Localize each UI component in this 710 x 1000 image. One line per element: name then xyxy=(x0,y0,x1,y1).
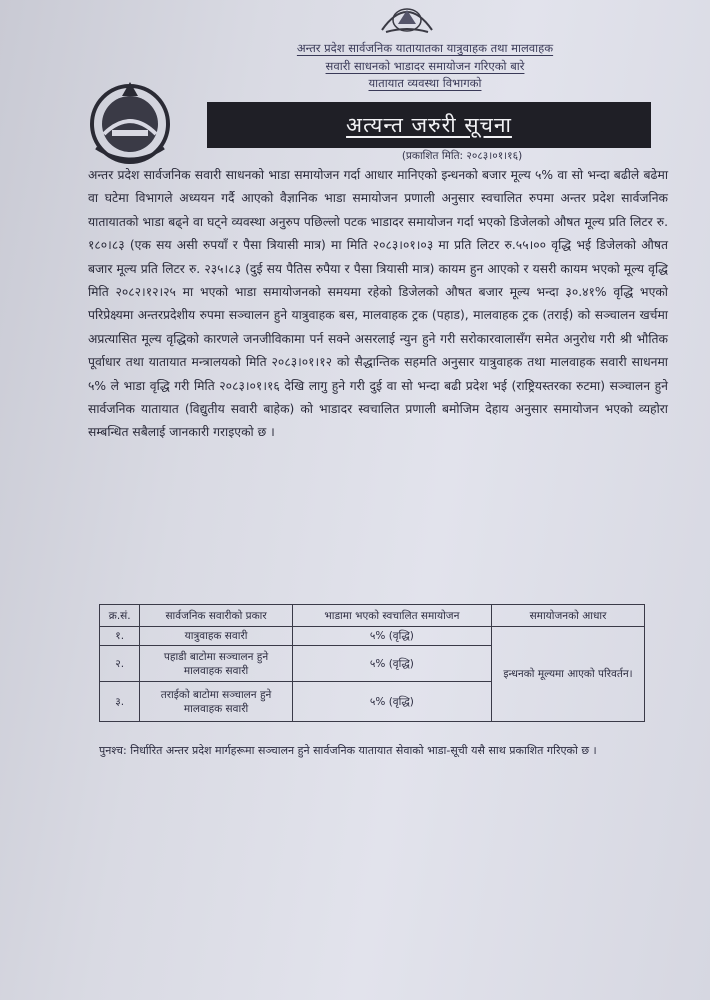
col-header-basis: समायोजनको आधार xyxy=(492,605,645,627)
postscript-note: पुनश्च: निर्धारित अन्तर प्रदेश मार्गहरूमा सञ्चालन हुने सार्वजनिक यातायात सेवाको भाडा-सूची यसै साथ प्रकाशित गरिएको छ । xyxy=(99,744,597,757)
publish-date: (प्रकाशित मिति: २०८३।०१।१६) xyxy=(401,150,523,162)
cell-adjustment: ५% (वृद्धि) xyxy=(292,682,491,722)
cell-vehicle-type: यात्रुवाहक सवारी xyxy=(140,627,292,646)
department-emblem-icon xyxy=(82,78,178,164)
urgent-notice-title xyxy=(207,102,651,148)
header-line-3: यातायात व्यवस्था विभागको xyxy=(368,76,482,90)
notice-header xyxy=(230,40,620,93)
header-line-2: सवारी साधनको भाडादर समायोजन गरिएको बारे xyxy=(325,58,525,73)
table-row xyxy=(100,627,645,646)
cell-adjustment: ५% (वृद्धि) xyxy=(292,646,491,682)
col-header-vehicle-type: सार्वजनिक सवारीको प्रकार xyxy=(140,605,292,627)
cell-sn: १. xyxy=(100,627,140,646)
col-header-adjustment: भाडामा भएको स्वचालित समायोजन xyxy=(292,605,491,627)
table-header-row xyxy=(100,605,645,627)
fare-adjustment-table xyxy=(99,604,645,722)
title-text: अत्यन्त जरुरी सूचना xyxy=(346,113,512,137)
cell-sn: ३. xyxy=(100,682,140,722)
notice-body: अन्तर प्रदेश सार्वजनिक सवारी साधनको भाडा समायोजन गर्दा आधार मानिएको इन्धनको बजार मूल्य ५% वा सो भन्दा बढीले बढेमा वा घटेमा विभागले अध्ययन गर्दै आएको वैज्ञानिक भाडा समायोजन प्रणाली अनुसार स्वचालित रुपमा अन्तर प्रदेश सार्वजनिक यातायातको भाडा बढ्ने वा घट्ने व्यवस्था अनुरुप पछिल्लो पटक भाडादर समायोजन गर्दा भएको डिजेलको औषत मूल्य प्रति लिटर रु. १८०।८३ (एक सय असी रुपयाँ र पैसा त्रियासी मात्र) मा मिति २०८३।०१।०३ मा प्रति लिटर रु.५५।०० वृद्धि भई डिजेलको औषत बजार मूल्य प्रति लिटर रु. २३५।८३ (दुई सय पैतिस रुपैया र पैसा त्रियासी मात्र) कायम हुन आएको र यसरी कायम भएको मूल्य वृद्धि मिति २०८२।१२।२५ मा भएको भाडा समायोजनको समयमा रहेको डिजेलको औषत बजार मूल्य भन्दा ३०.४१% वृद्धि भएको परिप्रेक्ष्यमा अन्तरप्रदेशीय रुपमा सञ्चालन हुने यात्रुवाहक बस, मालवाहक ट्रक (पहाड), मालवाहक ट्रक (तराई) को सञ्चालन खर्चमा अप्रत्यासित मूल्य वृद्धिको कारणले जनजीविकामा पर्न सक्ने असरलाई न्युन हुने गरी सरोकारवालासँग समेत अनुरोध गरी श्री भौतिक पूर्वाधार तथा यातायात मन्त्रालयको मिति २०८३।०१।१२ को सैद्धान्तिक सहमति अनुसार यात्रुवाहक तथा मालवाहक सवारी साधनमा ५% ले भाडा वृद्धि गरी मिति २०८३।०१।१६ देखि लागु हुने गरी दुई वा सो भन्दा बढी प्रदेश भई (राष्ट्रियस्तरका रुटमा) सञ्चालन हुने सार्वजनिक यातायात (विद्युतीय सवारी बाहेक) को भाडादर स्वचालित प्रणाली बमोजिम देहाय अनुसार समायोजन भएको व्यहोरा सम्बन्धित सबैलाई जानकारी गराइएको छ । xyxy=(88,168,668,440)
cell-vehicle-type: तराईको बाटोमा सञ्चालन हुने मालवाहक सवारी xyxy=(140,682,292,722)
nepal-coat-of-arms-icon xyxy=(376,0,438,36)
header-line-1: अन्तर प्रदेश सार्वजनिक यातायातका यात्रुवाहक तथा मालवाहक xyxy=(296,41,554,55)
cell-basis: इन्धनको मूल्यमा आएको परिवर्तन। xyxy=(492,627,645,722)
cell-vehicle-type: पहाडी बाटोमा सञ्चालन हुने मालवाहक सवारी xyxy=(140,646,292,682)
col-header-sn: क्र.सं. xyxy=(100,605,140,627)
cell-adjustment: ५% (वृद्धि) xyxy=(292,627,491,646)
cell-sn: २. xyxy=(100,646,140,682)
